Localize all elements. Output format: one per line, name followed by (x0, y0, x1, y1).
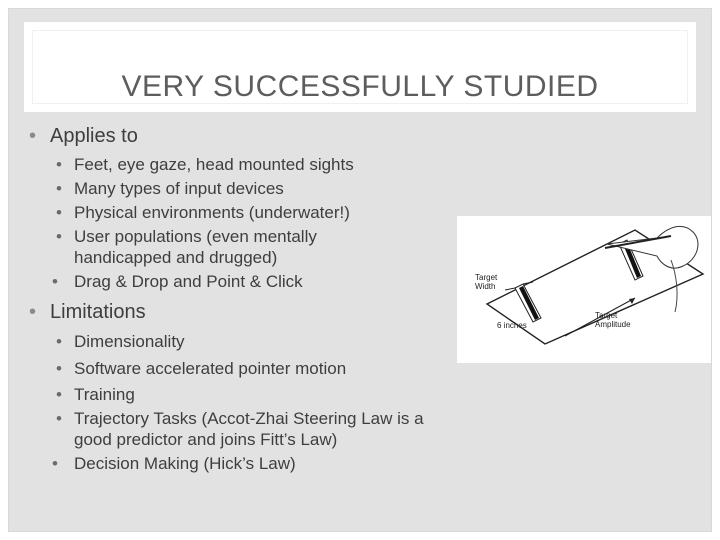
slide-title: VERY SUCCESSFULLY STUDIED (121, 70, 599, 103)
title-box (24, 22, 696, 112)
bullet-icon: • (56, 332, 62, 351)
target-amplitude-label-2: Amplitude (595, 320, 631, 329)
bullet-icon: • (52, 454, 58, 473)
fitts-task-illustration (457, 216, 711, 363)
bullet-icon: • (56, 359, 62, 378)
fitts-task-figure (457, 216, 711, 363)
sub-bullet-text: User populations (even mentally handicapped and drugged) (74, 227, 317, 267)
bullet-icon: • (56, 409, 62, 428)
sub-bullet-text: Feet, eye gaze, head mounted sights (74, 155, 354, 174)
bullet-icon: • (56, 385, 62, 404)
sub-bullet-text: Many types of input devices (74, 179, 284, 198)
bullet-icon: • (56, 227, 62, 246)
sub-bullet (26, 271, 456, 292)
sub-bullet (26, 202, 456, 223)
sub-bullet (26, 408, 434, 450)
sub-bullet (26, 226, 404, 268)
distance-label: 6 inches (497, 321, 527, 330)
sub-bullet (26, 358, 456, 379)
sub-bullet (26, 331, 456, 352)
bullet-label: Applies to (50, 125, 138, 147)
sub-bullet-text: Trajectory Tasks (Accot-Zhai Steering Law is a good predictor and joins Fitt’s Law) (74, 409, 424, 449)
sub-bullet (26, 384, 456, 405)
sub-bullet-text: Dimensionality (74, 332, 185, 351)
sub-bullet-text: Decision Making (Hick’s Law) (74, 454, 296, 473)
bullet-icon: • (29, 125, 37, 147)
bullet-limitations (26, 300, 456, 324)
sub-bullet-text: Drag & Drop and Point & Click (74, 272, 303, 291)
sub-bullet (26, 453, 456, 474)
sub-bullet (26, 178, 456, 199)
sub-bullet-text: Software accelerated pointer motion (74, 359, 347, 378)
sub-bullet (26, 154, 456, 175)
bullet-icon: • (56, 203, 62, 222)
target-width-label-2: Width (475, 282, 496, 291)
target-amplitude-label: Target (595, 311, 618, 320)
sub-bullet-text: Physical environments (underwater!) (74, 203, 350, 222)
bullet-icon: • (56, 179, 62, 198)
bullet-applies-to (26, 124, 456, 148)
bullet-label: Limitations (50, 301, 146, 323)
bullet-icon: • (52, 272, 58, 291)
bullet-icon: • (29, 301, 37, 323)
target-width-label: Target (475, 273, 498, 282)
bullet-icon: • (56, 155, 62, 174)
slide-content (26, 124, 456, 474)
sub-bullet-text: Training (74, 385, 135, 404)
width-arrow (505, 288, 515, 290)
